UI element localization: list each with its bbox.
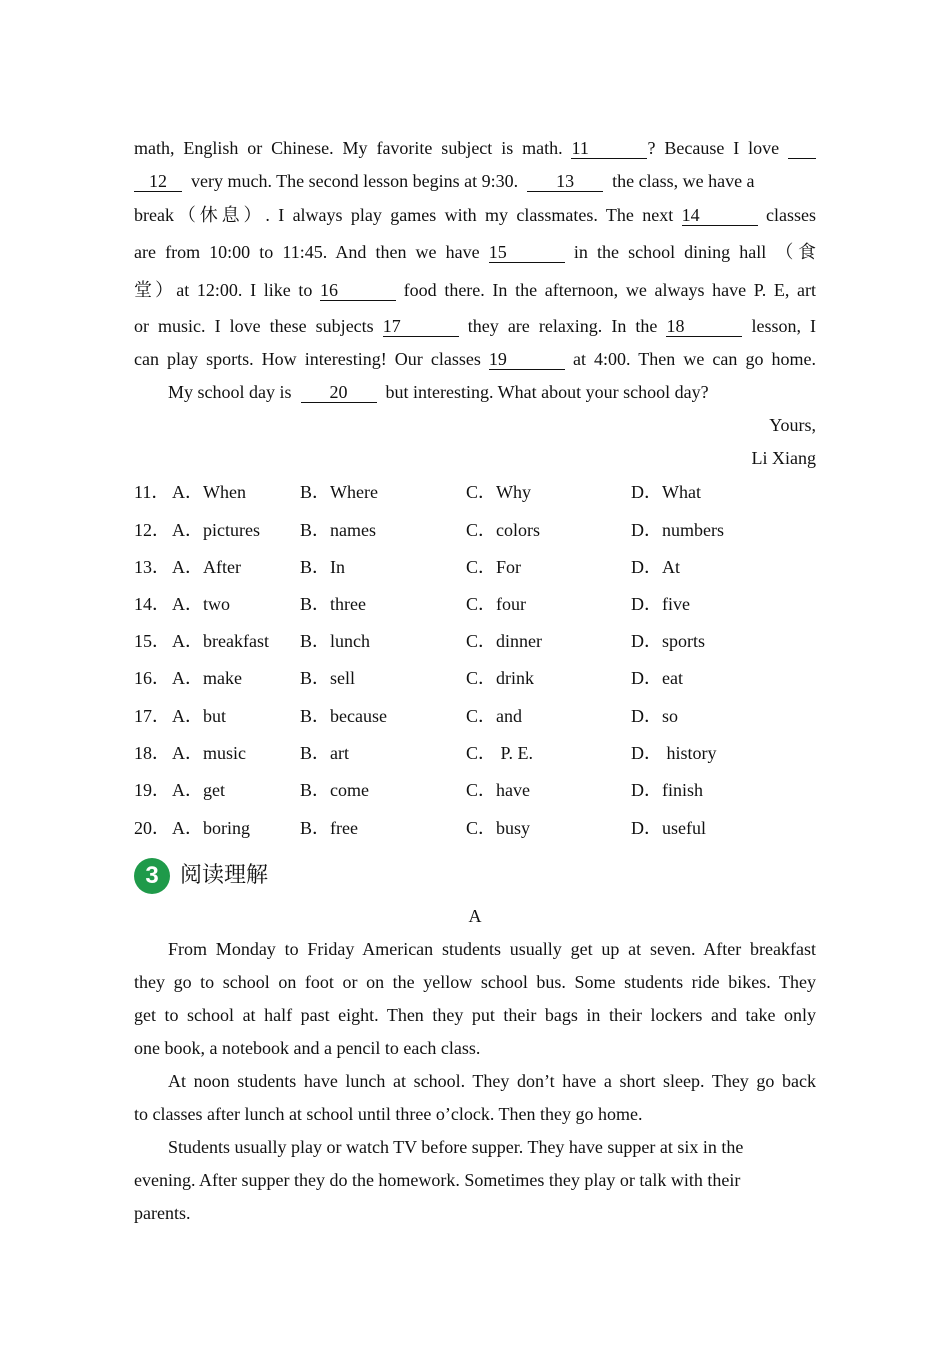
- passage-line: Students usually play or watch TV before supper. They have supper at six in the: [168, 1137, 744, 1157]
- option-d: D．useful: [631, 818, 706, 838]
- option-b: B．lunch: [300, 631, 370, 651]
- option-a: A．After: [172, 557, 241, 577]
- question-number: 11．: [134, 482, 170, 502]
- option-b: B．three: [300, 594, 366, 614]
- blank-13: 13: [527, 171, 603, 192]
- option-d: D． history: [631, 743, 717, 763]
- blank-14: 14: [682, 205, 758, 226]
- option-d: D．sports: [631, 631, 706, 651]
- blank-17: 17: [383, 316, 459, 337]
- option-a: A．two: [172, 594, 230, 614]
- question-row: [134, 555, 816, 579]
- option-d: D．At: [631, 557, 680, 577]
- blank-15: 15: [489, 242, 565, 263]
- option-a: A．get: [172, 780, 225, 800]
- option-c: C．For: [466, 557, 522, 577]
- cloze-line: can play sports. How interesting! Our classes 19 at 4:00. Then we can go home.: [134, 349, 817, 369]
- option-b: B．sell: [300, 668, 356, 688]
- blank-16: 16: [320, 280, 396, 301]
- option-c: C．and: [466, 706, 522, 726]
- option-b: B．In: [300, 557, 345, 577]
- option-a: A．music: [172, 743, 246, 763]
- passage-line: evening. After supper they do the homework. Sometimes they play or talk with their: [134, 1170, 741, 1190]
- section-number-badge: 3: [134, 858, 170, 894]
- passage-line: At noon students have lunch at school. They don’t have a short sleep. They go back: [168, 1071, 816, 1091]
- option-c: C． P. E.: [466, 743, 534, 763]
- question-row: [134, 518, 816, 542]
- passage-line: From Monday to Friday American students usually get up at seven. After breakfast: [168, 939, 816, 959]
- cloze-line: math, English or Chinese. My favorite subject is math. 11 ? Because I love: [134, 136, 816, 160]
- option-c: C．Why: [466, 482, 531, 502]
- option-b: B．come: [300, 780, 369, 800]
- blank-12-start: [788, 138, 816, 159]
- blank-18: 18: [666, 316, 742, 337]
- option-a: A．make: [172, 668, 242, 688]
- option-b: B．because: [300, 706, 387, 726]
- option-d: D．so: [631, 706, 679, 726]
- option-c: C．busy: [466, 818, 531, 838]
- blank-19: 19: [489, 349, 565, 370]
- question-row: [134, 592, 816, 616]
- option-a: A．breakfast: [172, 631, 269, 651]
- question-number: 20．: [134, 818, 170, 838]
- letter-signature: Li Xiang: [751, 448, 816, 468]
- question-row: [134, 704, 816, 728]
- cloze-line: are from 10:00 to 11:45. And then we have 15 in the school dining hall （食: [134, 242, 816, 262]
- question-number: 16．: [134, 668, 170, 688]
- question-row: [134, 629, 816, 653]
- option-d: D．finish: [631, 780, 703, 800]
- option-d: D．numbers: [631, 520, 724, 540]
- question-number: 17．: [134, 706, 170, 726]
- question-number: 14．: [134, 594, 170, 614]
- passage-heading: A: [468, 906, 482, 926]
- letter-closing: Yours,: [769, 415, 816, 435]
- blank-11: 11: [571, 138, 647, 159]
- passage-line: to classes after lunch at school until three o’clock. Then they go home.: [134, 1104, 643, 1124]
- question-number: 18．: [134, 743, 170, 763]
- question-row: [134, 741, 816, 765]
- cloze-line: or music. I love these subjects 17 they are relaxing. In the 18 lesson, I: [134, 316, 817, 336]
- option-a: A．pictures: [172, 520, 260, 540]
- question-number: 15．: [134, 631, 170, 651]
- option-c: C．have: [466, 780, 530, 800]
- passage-line: parents.: [134, 1203, 191, 1223]
- option-c: C．colors: [466, 520, 540, 540]
- option-a: A．but: [172, 706, 226, 726]
- option-c: C．dinner: [466, 631, 542, 651]
- cloze-line: break（休息）. I always play games with my classmates. The next 14 classes: [134, 205, 816, 225]
- question-row: [134, 666, 816, 690]
- cloze-line: 堂）at 12:00. I like to 16 food there. In the afternoon, we always have P. E, art: [134, 280, 817, 300]
- option-b: B．Where: [300, 482, 378, 502]
- section-title: 阅读理解: [180, 863, 269, 888]
- option-c: C．four: [466, 594, 526, 614]
- option-a: A．When: [172, 482, 246, 502]
- passage-line: get to school at half past eight. Then they put their bags in their lockers and take only: [134, 1005, 816, 1025]
- option-a: A．boring: [172, 818, 250, 838]
- question-row: [134, 816, 816, 840]
- option-b: B．art: [300, 743, 349, 763]
- option-d: D．What: [631, 482, 701, 502]
- passage-line: they go to school on foot or on the yellow school bus. Some students ride bikes. They: [134, 972, 816, 992]
- question-number: 13．: [134, 557, 170, 577]
- blank-12: 12: [134, 171, 182, 192]
- blank-20: 20: [301, 382, 377, 403]
- option-d: D．five: [631, 594, 690, 614]
- option-d: D．eat: [631, 668, 683, 688]
- passage-line: one book, a notebook and a pencil to each class.: [134, 1038, 481, 1058]
- cloze-line: My school day is 20 but interesting. What about your school day?: [168, 382, 709, 402]
- question-row: [134, 778, 816, 802]
- question-row: [134, 480, 816, 504]
- cloze-line: 12 very much. The second lesson begins at 9:30. 13 the class, we have a: [134, 169, 816, 193]
- question-number: 12．: [134, 520, 170, 540]
- option-b: B．free: [300, 818, 358, 838]
- option-c: C．drink: [466, 668, 535, 688]
- question-number: 19．: [134, 780, 170, 800]
- option-b: B．names: [300, 520, 376, 540]
